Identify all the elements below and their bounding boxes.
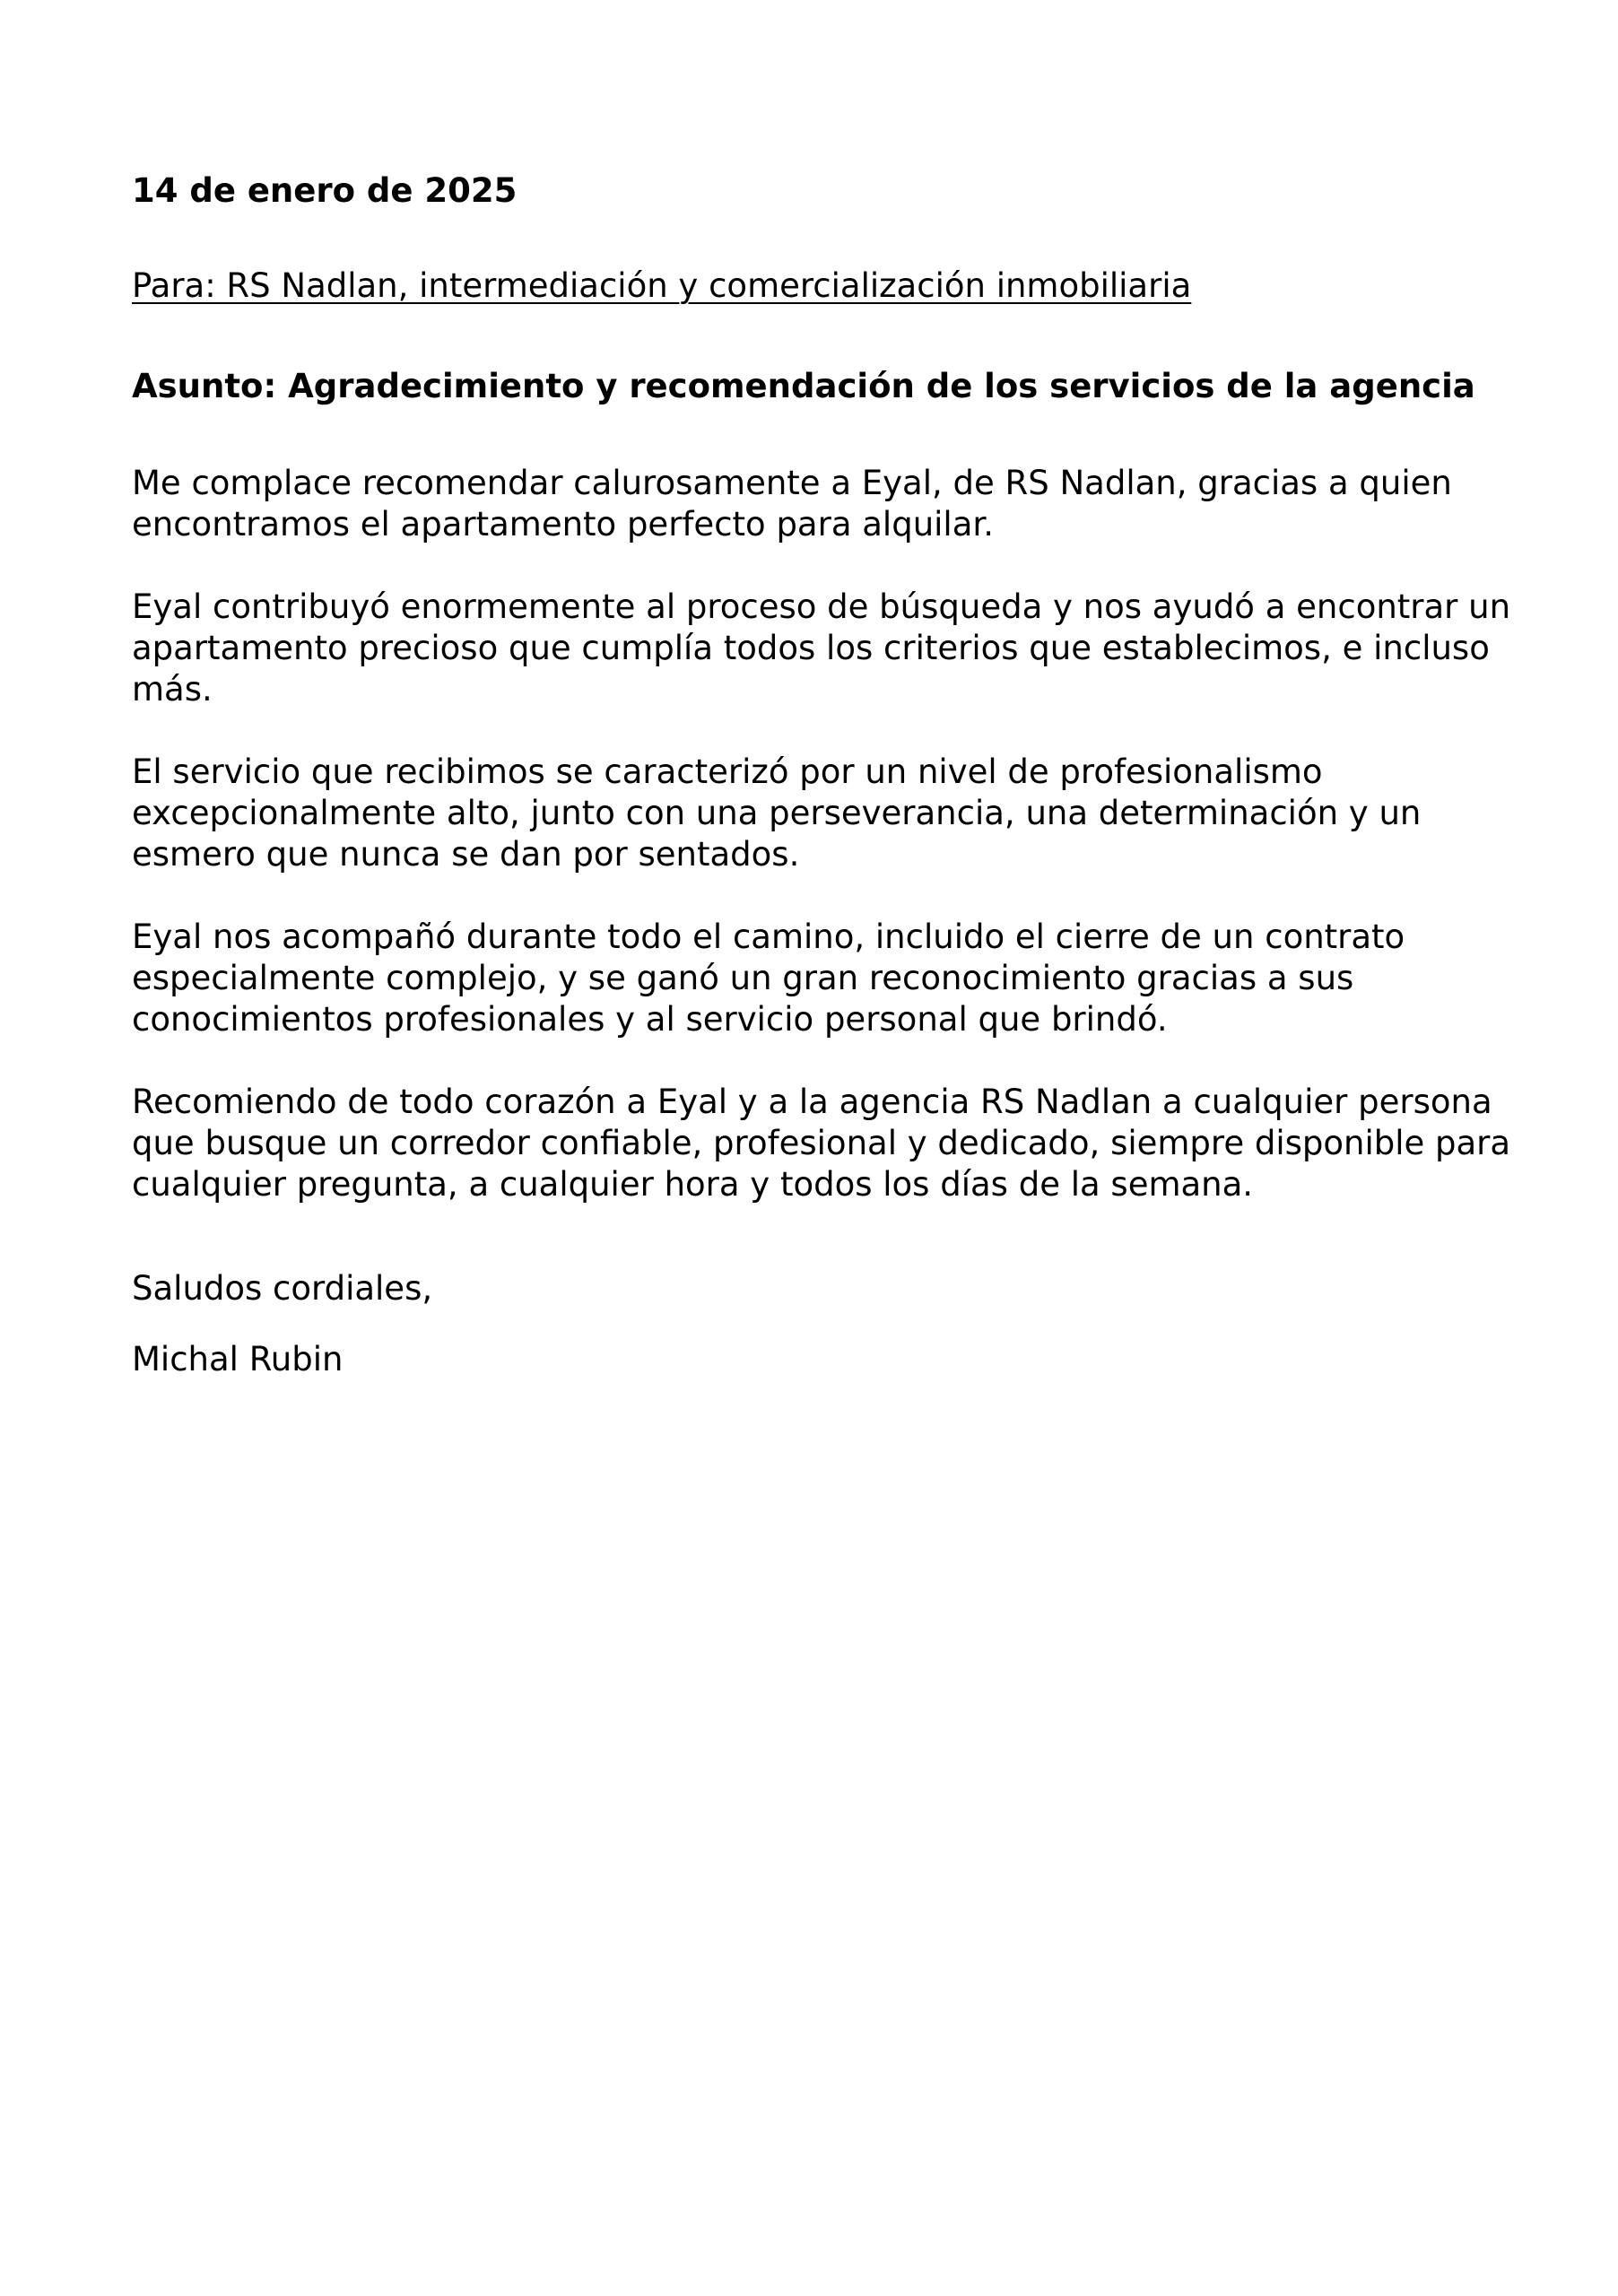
letter-body bbox=[132, 170, 1513, 1380]
letter-closing: Saludos cordiales, bbox=[132, 1269, 433, 1308]
paragraph-1: Me complace recomendar calurosamente a Eyal, de RS Nadlan, gracias a quien encontramos el apartamento perfecto para alquilar. bbox=[132, 464, 1452, 544]
letter-subject: Asunto: Agradecimiento y recomendación de los servicios de la agencia bbox=[132, 367, 1475, 405]
paragraph-2: Eyal contribuyó enormemente al proceso de búsqueda y nos ayudó a encontrar un apartamento precioso que cumplía todos los criterios que establecimos, e incluso más. bbox=[132, 587, 1511, 709]
paragraph-4: Eyal nos acompañó durante todo el camino, incluido el cierre de un contrato especialmente complejo, y se ganó un gran reconocimiento gracias a sus conocimientos profesionales y al servicio personal que brindó. bbox=[132, 918, 1405, 1039]
letter-signature: Michal Rubin bbox=[132, 1340, 344, 1378]
paragraph-5: Recomiendo de todo corazón a Eyal y a la agencia RS Nadlan a cualquier persona que busque un corredor confiable, profesional y dedicado, siempre disponible para cualquier pregunta, a cualquier hora y todos los días de la semana. bbox=[132, 1083, 1511, 1204]
paragraph-3: El servicio que recibimos se caracterizó por un nivel de profesionalismo excepcionalmente alto, junto con una perseverancia, una determinación y un esmero que nunca se dan por sentados. bbox=[132, 752, 1422, 874]
letter-recipient: Para: RS Nadlan, intermediación y comercialización inmobiliaria bbox=[132, 266, 1192, 305]
letter-date: 14 de enero de 2025 bbox=[132, 171, 518, 210]
